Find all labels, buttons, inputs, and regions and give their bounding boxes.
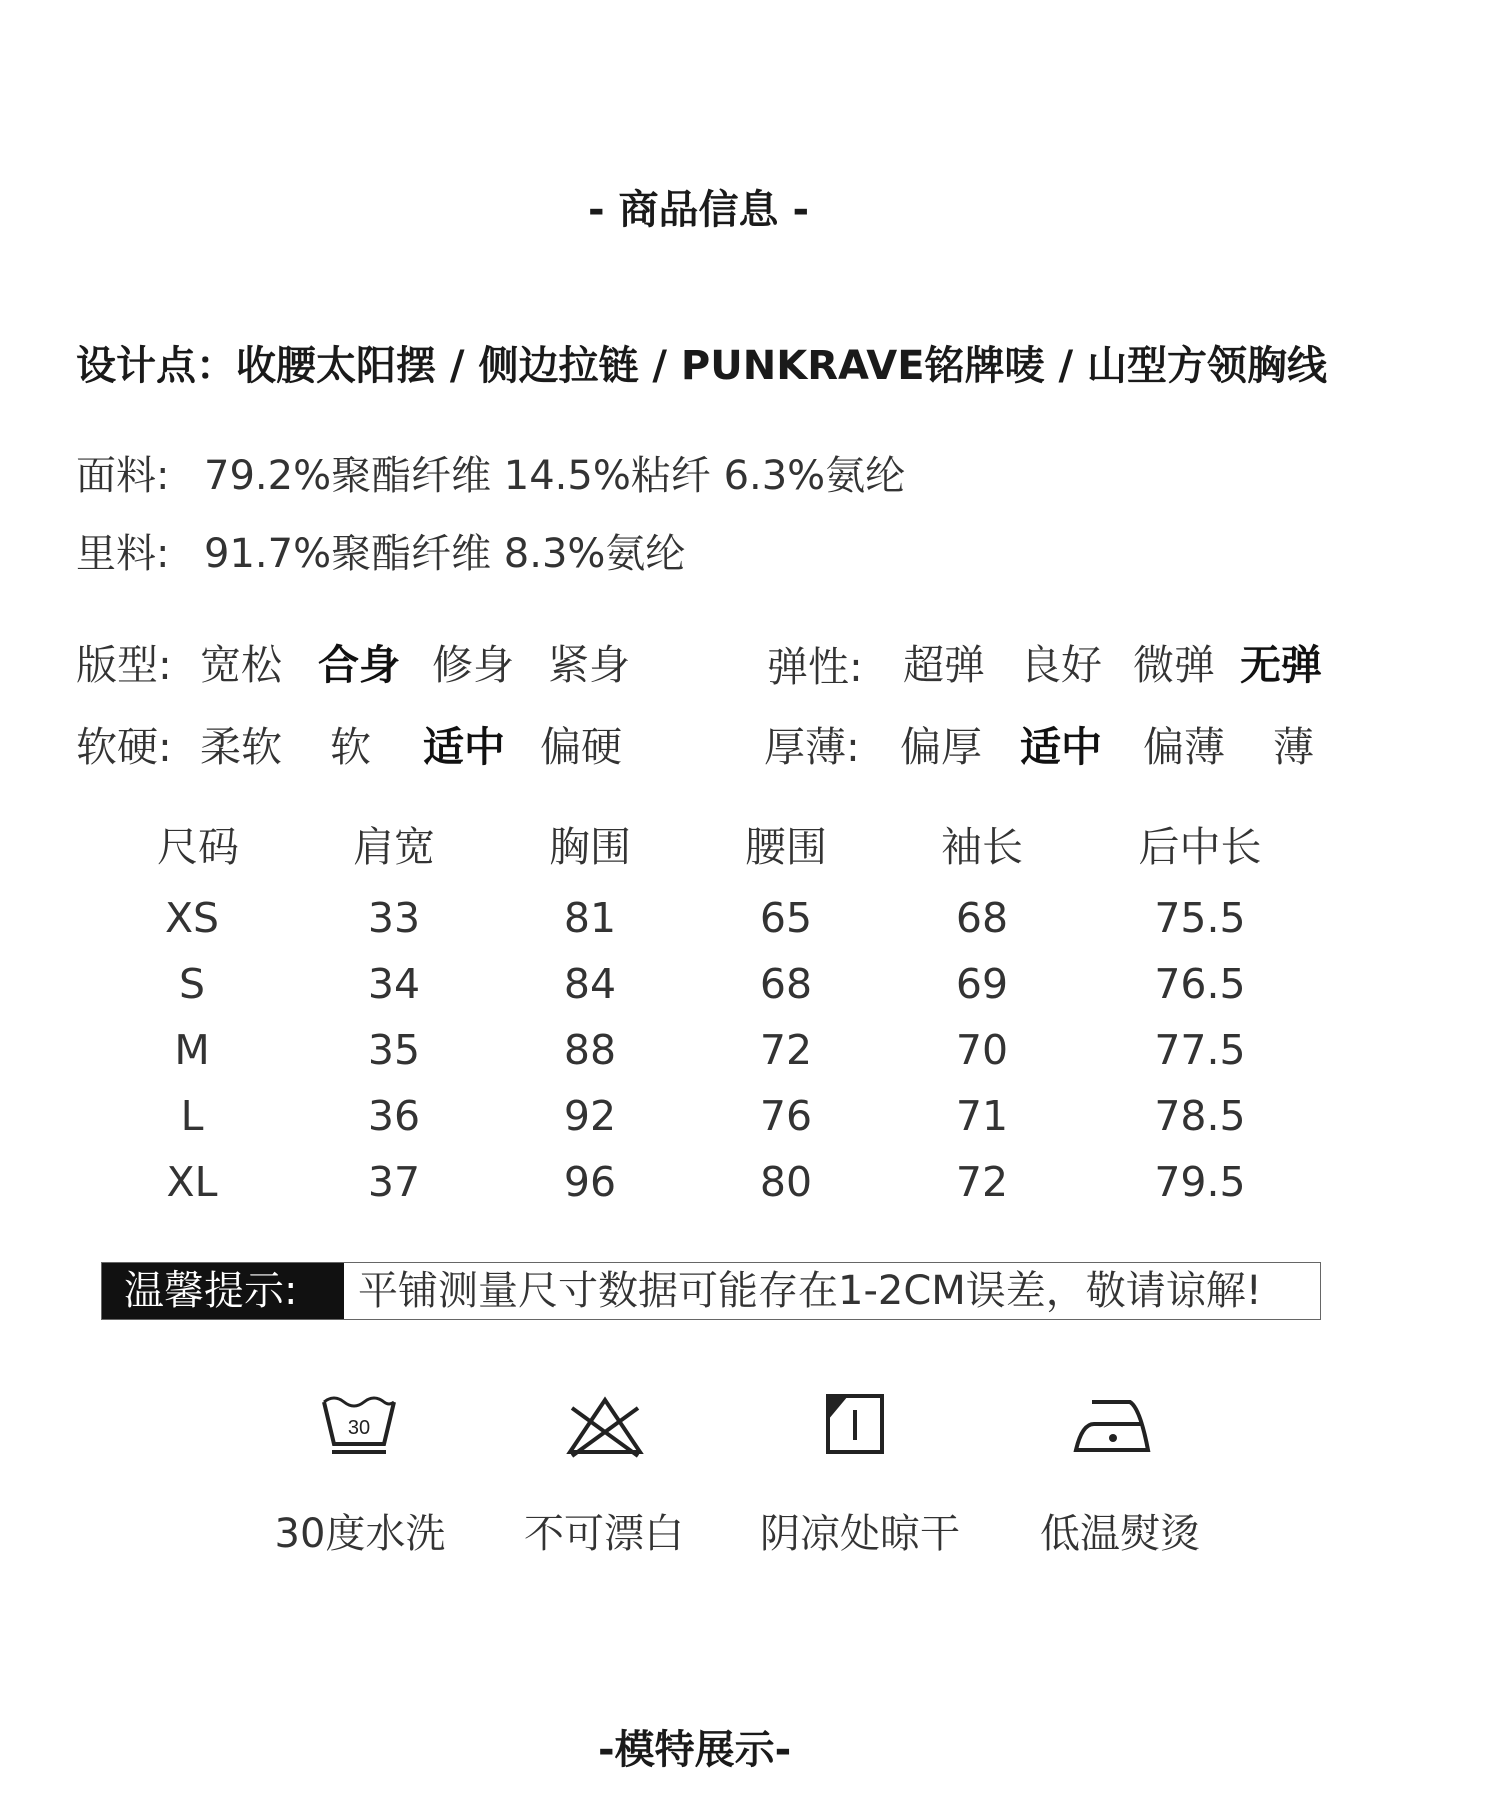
thickness-option: 偏厚: [900, 723, 982, 771]
size-table-cell: 37: [367, 1158, 421, 1206]
size-table-header: 后中长: [1138, 823, 1262, 871]
size-table-cell: 84: [563, 960, 617, 1008]
elasticity-option: 微弹: [1133, 641, 1215, 689]
size-table-cell: 77.5: [1154, 1026, 1246, 1074]
softness-option: 软: [330, 723, 371, 771]
softness-label: 软硬:: [76, 723, 172, 771]
fit-option: 宽松: [200, 641, 282, 689]
size-table-cell: XS: [164, 894, 220, 942]
care-label: 不可漂白: [524, 1511, 684, 1557]
wash-30-icon: [314, 1384, 404, 1468]
size-table-header: 腰围: [745, 823, 827, 871]
elasticity-option: 无弹: [1240, 641, 1322, 689]
size-table-cell: S: [178, 960, 206, 1008]
elasticity-label: 弹性:: [767, 643, 863, 691]
size-table-cell: 76: [759, 1092, 813, 1140]
size-table-cell: 81: [563, 894, 617, 942]
thickness-option: 偏薄: [1143, 723, 1225, 771]
elasticity-option: 良好: [1020, 641, 1102, 689]
size-table-cell: 68: [759, 960, 813, 1008]
fit-option: 紧身: [548, 641, 630, 689]
size-table-cell: 92: [563, 1092, 617, 1140]
care-label: 阴凉处晾干: [760, 1511, 960, 1557]
info-heading: - 商品信息 -: [588, 187, 810, 233]
care-label: 低温熨烫: [1040, 1511, 1200, 1557]
size-table-cell: 88: [563, 1026, 617, 1074]
size-table-cell: 72: [759, 1026, 813, 1074]
fabric-outer-value: 79.2%聚酯纤维 14.5%粘纤 6.3%氨纶: [204, 453, 906, 499]
fit-option: 合身: [318, 641, 400, 689]
fabric-lining-label: 里料:: [76, 531, 170, 577]
no-bleach-icon: [560, 1384, 650, 1468]
size-table-cell: L: [180, 1092, 204, 1140]
care-label: 30度水洗: [274, 1511, 446, 1557]
size-table-cell: 76.5: [1154, 960, 1246, 1008]
size-table-cell: 72: [955, 1158, 1009, 1206]
softness-option: 柔软: [200, 723, 282, 771]
size-table-cell: 33: [367, 894, 421, 942]
shade-dry-icon: [810, 1384, 900, 1468]
wash-temp-badge: 30: [347, 1417, 371, 1439]
iron-low-icon: [1068, 1384, 1158, 1468]
measurement-tip: [101, 1262, 1321, 1320]
size-table-cell: 70: [955, 1026, 1009, 1074]
size-table-header: 尺码: [157, 823, 239, 871]
thickness-option: 薄: [1273, 723, 1314, 771]
size-table-cell: 65: [759, 894, 813, 942]
size-table-cell: M: [174, 1026, 210, 1074]
fabric-outer-label: 面料:: [76, 453, 170, 499]
thickness-label: 厚薄:: [764, 723, 860, 771]
size-table-cell: 69: [955, 960, 1009, 1008]
size-table-cell: 35: [367, 1026, 421, 1074]
size-table-header: 袖长: [941, 823, 1023, 871]
softness-option: 偏硬: [540, 723, 622, 771]
design-points: 设计点：收腰太阳摆 / 侧边拉链 / PUNKRAVE铭牌唛 / 山型方领胸线: [76, 343, 1327, 389]
size-table-cell: 78.5: [1154, 1092, 1246, 1140]
fabric-outer: [76, 444, 905, 501]
tip-label: 温馨提示:: [102, 1263, 344, 1319]
size-table-cell: 68: [955, 894, 1009, 942]
size-table-cell: XL: [166, 1158, 218, 1206]
tip-text: 平铺测量尺寸数据可能存在1-2CM误差，敬请谅解!: [358, 1268, 1262, 1314]
size-table-cell: 34: [367, 960, 421, 1008]
thickness-option: 适中: [1020, 723, 1102, 771]
size-table-cell: 75.5: [1154, 894, 1246, 942]
fit-option: 修身: [432, 641, 514, 689]
fabric-lining: [76, 522, 685, 579]
model-heading: -模特展示-: [598, 1727, 792, 1773]
size-table-cell: 96: [563, 1158, 617, 1206]
fit-label: 版型:: [76, 641, 172, 689]
size-table-cell: 80: [759, 1158, 813, 1206]
fabric-lining-value: 91.7%聚酯纤维 8.3%氨纶: [204, 531, 686, 577]
size-table-cell: 36: [367, 1092, 421, 1140]
size-table-cell: 79.5: [1154, 1158, 1246, 1206]
elasticity-option: 超弹: [903, 641, 985, 689]
size-table-cell: 71: [955, 1092, 1009, 1140]
size-table-header: 肩宽: [353, 823, 435, 871]
size-table-header: 胸围: [549, 823, 631, 871]
softness-option: 适中: [423, 723, 505, 771]
